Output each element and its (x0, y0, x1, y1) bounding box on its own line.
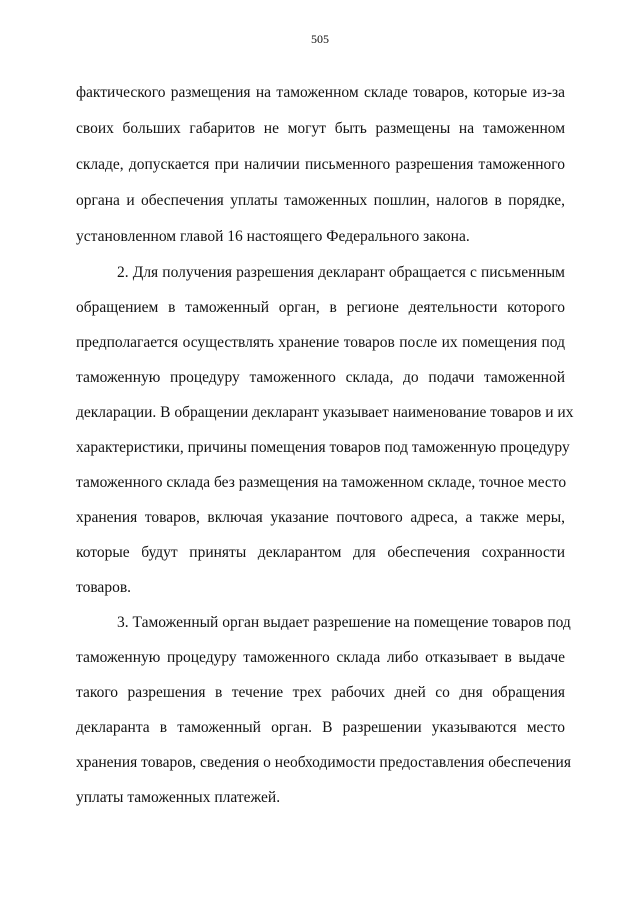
text-line: которые будут приняты декларантом для обеспечения сохранности (76, 544, 565, 561)
text-line: складе, допускается при наличии письменного разрешения таможенного (76, 156, 565, 173)
text-line: хранения товаров, включая указание почтового адреса, а также меры, (76, 509, 565, 526)
text-line: своих больших габаритов не могут быть размещены на таможенном (76, 120, 565, 137)
text-line: декларанта в таможенный орган. В разрешении указываются место (76, 719, 565, 736)
text-line: таможенную процедуру таможенного склада, до подачи таможенной (76, 369, 565, 386)
text-line: таможенного склада без размещения на таможенном складе, точное место (76, 474, 567, 491)
text-line: установленном главой 16 настоящего Федерального закона. (76, 228, 470, 245)
text-line: декларации. В обращении декларант указывает наименование товаров и их (76, 404, 574, 421)
text-line: такого разрешения в течение трех рабочих дней со дня обращения (76, 684, 565, 701)
text-line: характеристики, причины помещения товаров под таможенную процедуру (76, 439, 570, 456)
text-line: обращением в таможенный орган, в регионе деятельности которого (76, 299, 565, 316)
text-line: уплаты таможенных платежей. (76, 789, 281, 806)
text-line: таможенную процедуру таможенного склада либо отказывает в выдаче (76, 649, 565, 666)
text-line: фактического размещения на таможенном складе товаров, которые из-за (76, 84, 565, 101)
text-line: 3. Таможенный орган выдает разрешение на помещение товаров под (117, 614, 571, 631)
text-line: органа и обеспечения уплаты таможенных пошлин, налогов в порядке, (76, 192, 565, 209)
text-line: предполагается осуществлять хранение товаров после их помещения под (76, 334, 565, 351)
text-line: 2. Для получения разрешения декларант обращается с письменным (117, 264, 565, 281)
page-number: 505 (311, 32, 329, 46)
text-line: товаров. (76, 579, 132, 596)
text-line: хранения товаров, сведения о необходимости предоставления обеспечения (76, 754, 571, 771)
